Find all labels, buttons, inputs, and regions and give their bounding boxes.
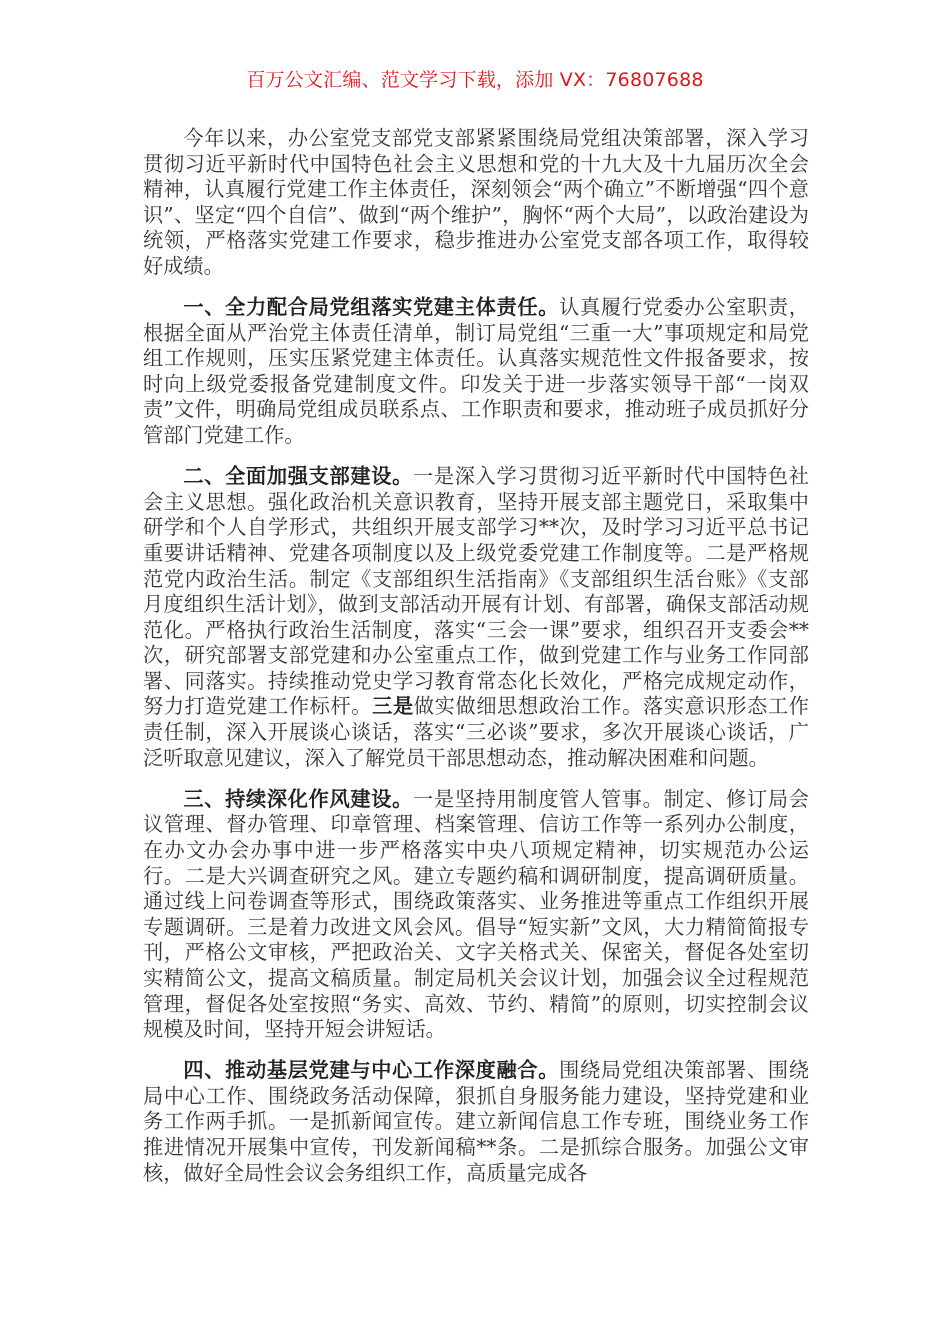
section-2-paragraph bbox=[143, 464, 809, 771]
paragraph-text: 一是深入学习贯彻习近平新时代中国特色社会主义思想。强化政治机关意识教育，坚持开展支部主题党日，采取集中研学和个人自学形式，共组织开展支部学习**次，及时学习习近平总书记重要讲话精神、党建各项制度以及上级党委党建工作制度等。二是严格规范党内政治生活。制定《支部组织生活指南》《支部组织生活台账》《支部月度组织生活计划》，做到支部活动开展有计划、有部署，确保支部活动规范化。严格执行政治生活制度，落实“三会一课”要求，组织召开支委会**次，研究部署支部党建和办公室重点工作，做到党建工作与业务工作同部署、同落实。持续推动党史学习教育常态化长效化，严格完成规定动作，努力打造党建工作标杆。 bbox=[143, 464, 809, 719]
document-body bbox=[143, 126, 809, 1202]
paragraph-text: 围绕局党组决策部署、围绕局中心工作、围绕政务活动保障，狠抓自身服务能力建设，坚持党建和业务工作两手抓。一是抓新闻宣传。建立新闻信息工作专班，围绕业务工作推进情况开展集中宣传，刊发新闻稿**条。二是抓综合服务。加强公文审核，做好全局性会议会务组织工作，高质量完成各 bbox=[143, 1058, 809, 1185]
section-heading: 四、推动基层党建与中心工作深度融合。 bbox=[183, 1058, 560, 1083]
inline-bold-marker: 三是 bbox=[372, 694, 414, 719]
paragraph-text: 做实做细思想政治工作。落实意识形态工作责任制，深入开展谈心谈话，落实“三必谈”要求，多次开展谈心谈话，广泛听取意见建议，深入了解党员干部思想动态，推动解决困难和问题。 bbox=[143, 694, 809, 770]
paragraph-text: 一是坚持用制度管人管事。制定、修订局会议管理、督办管理、印章管理、档案管理、信访工作等一系列办公制度，在办文办会办事中进一步严格落实中央八项规定精神，切实规范办公运行。二是大兴调查研究之风。建立专题约稿和调研制度，提高调研质量。通过线上问卷调查等形式，围绕政策落实、业务推进等重点工作组织开展专题调研。三是着力改进文风会风。倡导“短实新”文风，大力精简简报专刊，严格公文审核，严把政治关、文字关格式关、保密关，督促各处室切实精简公文，提高文稿质量。制定局机关会议计划，加强会议全过程规范管理，督促各处室按照“务实、高效、节约、精简”的原则，切实控制会议规模及时间，坚持开短会讲短话。 bbox=[143, 786, 809, 1042]
section-4-paragraph bbox=[143, 1058, 809, 1186]
section-heading: 三、持续深化作风建设。 bbox=[183, 786, 414, 811]
intro-paragraph bbox=[143, 126, 809, 280]
section-3-paragraph bbox=[143, 787, 809, 1043]
section-1-paragraph bbox=[143, 295, 809, 449]
promo-banner: 百万公文汇编、范文学习下载，添加 VX：76807688 bbox=[246, 69, 704, 91]
section-heading: 二、全面加强支部建设。 bbox=[183, 464, 414, 489]
paragraph-text: 今年以来，办公室党支部党支部紧紧围绕局党组决策部署，深入学习贯彻习近平新时代中国特色社会主义思想和党的十九大及十九届历次全会精神，认真履行党建工作主体责任，深刻领会“两个确立”不断增强“四个意识”、坚定“四个自信”、做到“两个维护”，胸怀“两个大局”，以政治建设为统领，严格落实党建工作要求，稳步推进办公室党支部各项工作，取得较好成绩。 bbox=[143, 126, 809, 278]
section-heading: 一、全力配合局党组落实党建主体责任。 bbox=[183, 295, 560, 320]
paragraph-text: 认真履行党委办公室职责，根据全面从严治党主体责任清单，制订局党组“三重一大”事项规定和局党组工作规则，压实压紧党建主体责任。认真落实规范性文件报备要求，按时向上级党委报备党建制度文件。印发关于进一步落实领导干部“一岗双责”文件，明确局党组成员联系点、工作职责和要求，推动班子成员抓好分管部门党建工作。 bbox=[143, 295, 809, 448]
